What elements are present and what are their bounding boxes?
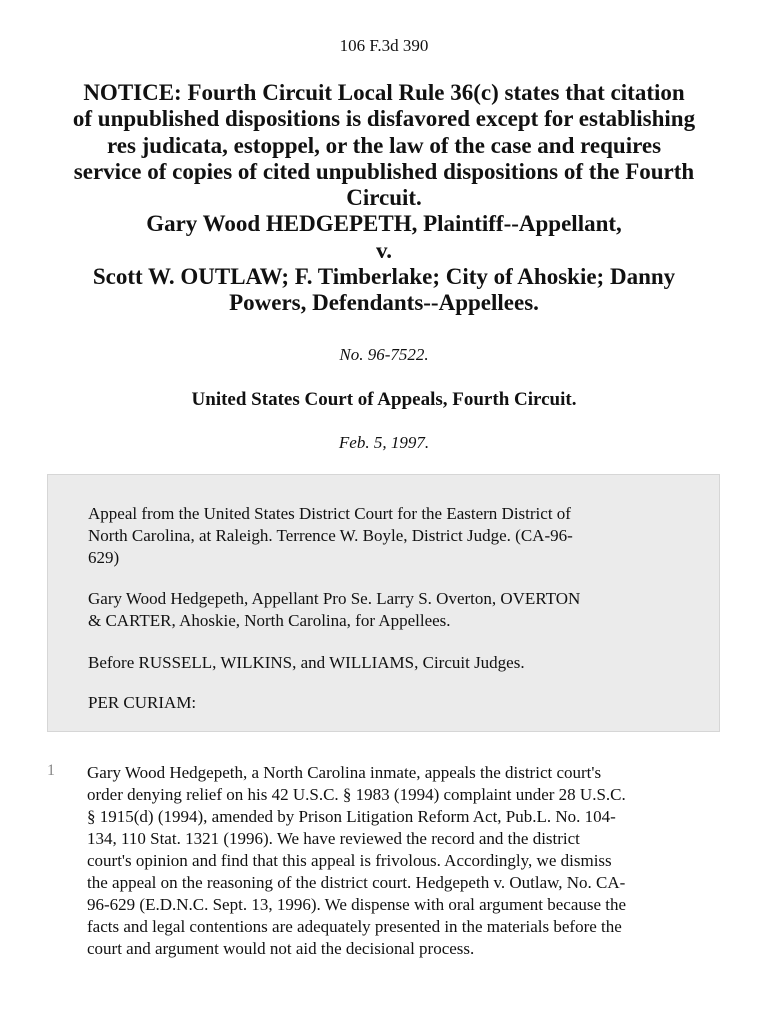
notice-line: res judicata, estoppel, or the law of the case and requires <box>106 132 662 158</box>
counsel-line: & CARTER, Ahoskie, North Carolina, for Appellees. <box>88 611 451 630</box>
paragraph-number: 1 <box>47 762 55 779</box>
plaintiff-line: Gary Wood HEDGEPETH, Plaintiff--Appellant, <box>146 211 622 237</box>
notice-line: service of copies of cited unpublished dispositions of the Fourth <box>73 158 695 184</box>
decision-date: Feb. 5, 1997. <box>338 433 430 452</box>
case-title-block <box>40 80 728 317</box>
notice-line: of unpublished dispositions is disfavored except for establishing <box>72 106 696 132</box>
paragraph-text <box>87 762 719 960</box>
paragraph-line: court and argument would not aid the decisional process. <box>87 939 475 958</box>
paragraph-line: court's opinion and find that this appeal is frivolous. Accordingly, we dismiss <box>87 851 612 870</box>
defendants-line: Powers, Defendants--Appellees. <box>229 290 539 316</box>
citation: 106 F.3d 390 <box>339 36 429 55</box>
appeal-info <box>88 503 688 569</box>
paragraph-line: Gary Wood Hedgepeth, a North Carolina inmate, appeals the district court's <box>87 763 602 782</box>
notice-line: NOTICE: Fourth Circuit Local Rule 36(c) states that citation <box>83 80 685 105</box>
versus-line: v. <box>376 237 392 263</box>
paragraph-line: 96-629 (E.D.N.C. Sept. 13, 1996). We dispense with oral argument because the <box>87 895 627 914</box>
appeal-line: North Carolina, at Raleigh. Terrence W. Boyle, District Judge. (CA-96- <box>88 526 573 545</box>
court-name: United States Court of Appeals, Fourth Circuit. <box>191 389 577 410</box>
counsel-line: Gary Wood Hedgepeth, Appellant Pro Se. Larry S. Overton, OVERTON <box>88 589 581 608</box>
per-curiam-label: PER CURIAM: <box>88 693 197 712</box>
paragraph-line: § 1915(d) (1994), amended by Prison Litigation Reform Act, Pub.L. No. 104- <box>87 807 616 826</box>
case-summary-box <box>47 474 720 732</box>
judges-line: Before RUSSELL, WILKINS, and WILLIAMS, Circuit Judges. <box>88 653 525 672</box>
counsel-info <box>88 588 688 632</box>
paragraph-line: the appeal on the reasoning of the district court. Hedgepeth v. Outlaw, No. CA- <box>87 873 626 892</box>
paragraph-line: facts and legal contentions are adequately presented in the materials before the <box>87 917 622 936</box>
paragraph-line: 134, 110 Stat. 1321 (1996). We have reviewed the record and the district <box>87 829 580 848</box>
paragraph-line: order denying relief on his 42 U.S.C. § 1983 (1994) complaint under 28 U.S.C. <box>87 785 626 804</box>
notice-line: Circuit. <box>346 185 422 211</box>
docket-number: No. 96-7522. <box>339 345 429 364</box>
appeal-line: Appeal from the United States District Court for the Eastern District of <box>88 504 571 523</box>
defendants-line: Scott W. OUTLAW; F. Timberlake; City of Ahoskie; Danny <box>92 264 676 290</box>
appeal-line: 629) <box>88 548 120 567</box>
